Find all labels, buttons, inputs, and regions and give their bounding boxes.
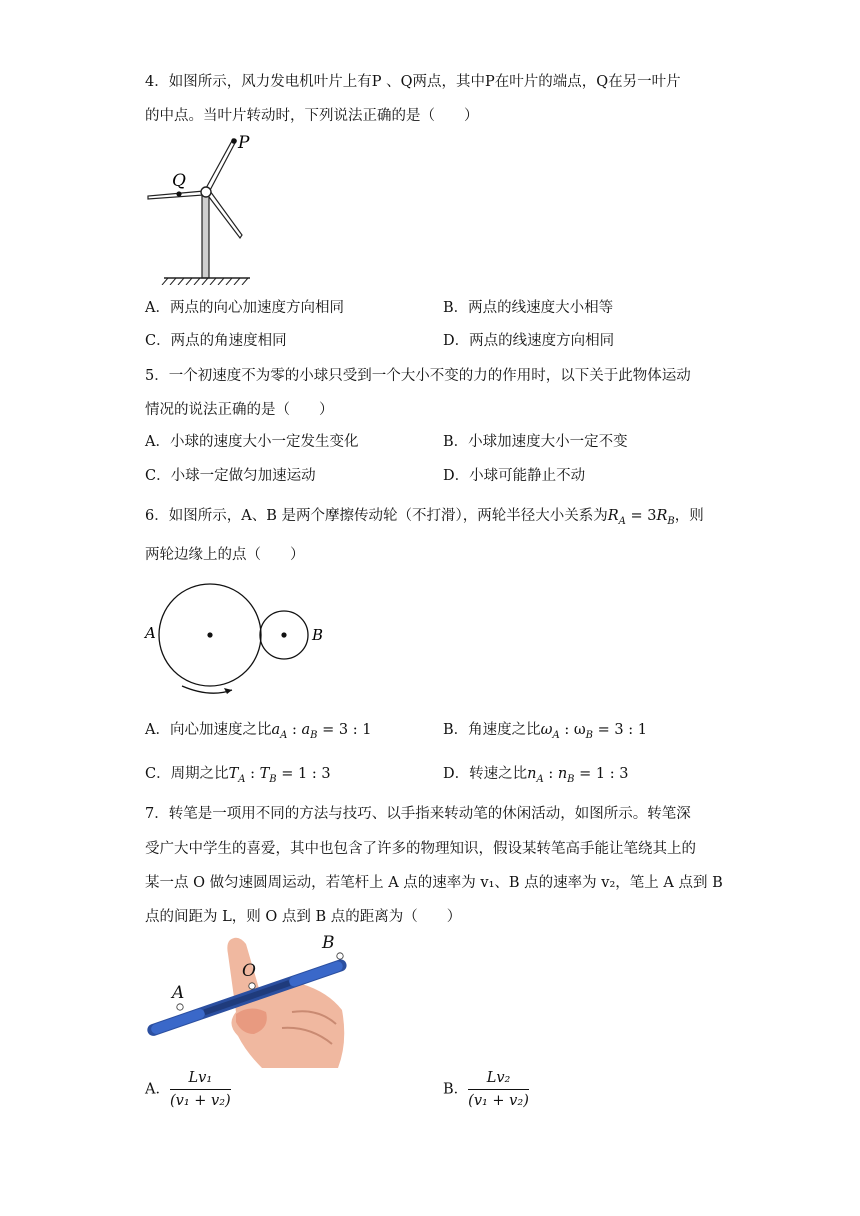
q7-option-b-fraction: $\frac{\text{Lv₂}}{\text{(v₁ + v₂)}}$ xyxy=(468,1070,529,1109)
pen-point-b-label: B xyxy=(322,933,335,953)
q7-option-a[interactable]: A． $\frac{\text{Lv₁}}{\text{(v₁ + v₂)}}$ xyxy=(145,1070,231,1109)
q5-option-b[interactable]: B．小球加速度大小一定不变 xyxy=(443,434,628,450)
q7-stem-line3: 某一点 O 做匀速圆周运动，若笔杆上 A 点的速率为 v₁、B 点的速率为 v₂，笔上 A 点到 B xyxy=(145,875,723,891)
pen-point-a-label: A xyxy=(172,983,185,1003)
q7-option-b[interactable]: B． $\frac{\text{Lv₂}}{\text{(v₁ + v₂)}}$ xyxy=(443,1070,529,1109)
q5-option-d[interactable]: D．小球可能静止不动 xyxy=(443,468,586,484)
q7-stem-line4: 点的间距为 L，则 O 点到 B 点的距离为（ ） xyxy=(145,909,462,925)
rotation-arrow-icon xyxy=(182,686,232,693)
q5-option-a[interactable]: A．小球的速度大小一定发生变化 xyxy=(145,434,359,450)
q4-option-d[interactable]: D．两点的线速度方向相同 xyxy=(443,333,615,349)
q5-stem-line1: 5．一个初速度不为零的小球只受到一个大小不变的力的作用时，以下关于此物体运动 xyxy=(145,368,691,384)
q4-stem-line2: 的中点。当叶片转动时，下列说法正确的是（ ） xyxy=(145,108,479,124)
q4-stem-line1: 4．如图所示，风力发电机叶片上有P 、Q两点，其中P在叶片的端点，Q在另一叶片 xyxy=(145,74,681,90)
wheel-a-label: A xyxy=(145,624,156,642)
wheel-b-label: B xyxy=(312,626,324,644)
q6-stem-line1: 6．如图所示，A、B 是两个摩擦传动轮（不打滑），两轮半径大小关系为$R_A = 3R_B$，则 xyxy=(145,508,704,527)
q6-stem-line2: 两轮边缘上的点（ ） xyxy=(145,547,305,563)
pen-spinning-photo xyxy=(142,932,350,1068)
pen-point-o-label: O xyxy=(242,961,256,981)
label-p: P xyxy=(238,133,250,153)
q5-stem-line2: 情况的说法正确的是（ ） xyxy=(145,402,334,418)
q6-option-c[interactable]: C．周期之比$T_A$ : $T_B = 1$ : 3 xyxy=(145,766,331,785)
q7-option-a-fraction: $\frac{\text{Lv₁}}{\text{(v₁ + v₂)}}$ xyxy=(169,1070,231,1109)
q4-option-a[interactable]: A．两点的向心加速度方向相同 xyxy=(145,300,344,316)
friction-wheels-figure xyxy=(140,580,340,705)
q6-option-b[interactable]: B．角速度之比$\omega_A$ : $\omega_B = 3$ : 1 xyxy=(443,722,647,741)
q7-stem-line1: 7．转笔是一项用不同的方法与技巧、以手指来转动笔的休闲活动，如图所示。转笔深 xyxy=(145,806,691,822)
q5-option-c[interactable]: C．小球一定做匀加速运动 xyxy=(145,468,316,484)
wind-turbine-figure xyxy=(140,130,280,285)
label-q: Q xyxy=(172,171,186,191)
q6-option-d[interactable]: D．转速之比$n_A$ : $n_B = 1$ : 3 xyxy=(443,766,629,785)
q4-option-c[interactable]: C．两点的角速度相同 xyxy=(145,333,287,349)
q4-option-b[interactable]: B．两点的线速度大小相等 xyxy=(443,300,614,316)
q7-stem-line2: 受广大中学生的喜爱，其中也包含了许多的物理知识，假设某转笔高手能让笔绕其上的 xyxy=(145,841,696,857)
q6-option-a[interactable]: A．向心加速度之比$a_A$ : $a_B = 3$ : 1 xyxy=(145,722,372,741)
